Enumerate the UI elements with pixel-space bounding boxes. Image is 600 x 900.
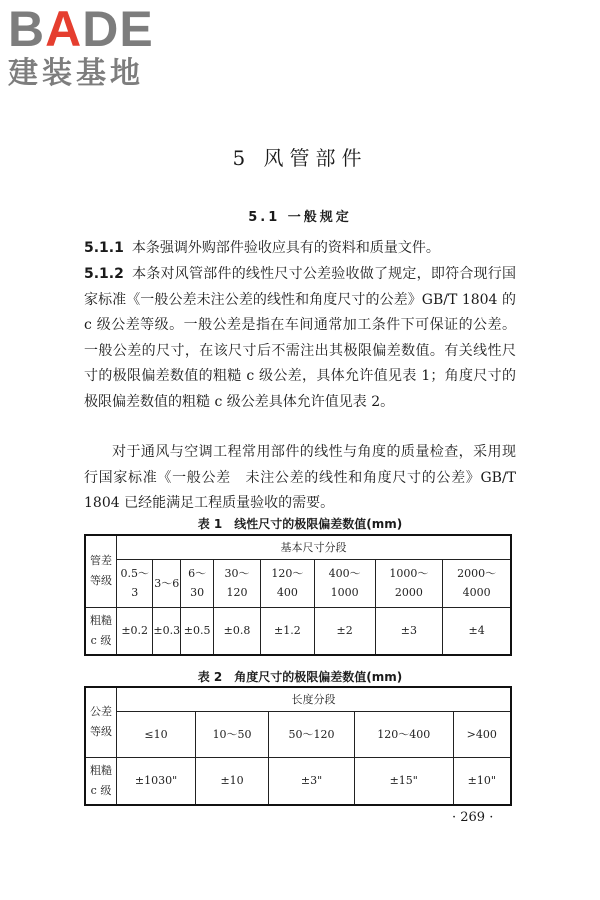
range-cell: 50～120	[269, 711, 355, 757]
range-cell: 120～400	[260, 559, 314, 607]
value-cell: ±0.8	[214, 607, 261, 655]
range-cell: 1000～2000	[375, 559, 443, 607]
table1-range-row	[85, 559, 511, 607]
range-cell: 30～120	[214, 559, 261, 607]
table2-stub-header: 公差等级	[85, 687, 117, 757]
angular-tolerance-table	[84, 686, 512, 806]
value-cell: ±3	[375, 607, 443, 655]
table1-value-row	[85, 607, 511, 655]
paragraph-commentary: 对于通风与空调工程常用部件的线性与角度的质量检查，采用现行国家标准《一般公差 未注公差的线性和角度尺寸的公差》GB/T 1804 已经能满足工程质量验收的需要。	[84, 444, 516, 511]
table1-row-label: 粗糙 c 级	[85, 607, 117, 655]
range-cell: ≤10	[117, 711, 196, 757]
table2-caption: 表 2 角度尺寸的极限偏差数值(mm)	[197, 670, 403, 684]
table1-group-header: 基本尺寸分段	[117, 535, 512, 559]
value-cell: ±1030"	[117, 757, 196, 805]
clause-number: 5.1.2	[84, 266, 124, 282]
chapter-title: 5 风管部件	[232, 146, 368, 170]
range-cell: 6～30	[181, 559, 214, 607]
value-cell: ±3"	[269, 757, 355, 805]
range-cell: 3～6	[153, 559, 181, 607]
paragraph-text: 本条强调外购部件验收应具有的资料和质量文件。	[131, 240, 440, 256]
logo-accent-letter: A	[45, 1, 83, 57]
section-title: 5.1 一般规定	[248, 210, 352, 225]
value-cell: ±0.3	[153, 607, 181, 655]
value-cell: ±0.5	[181, 607, 214, 655]
range-cell: 10～50	[196, 711, 269, 757]
linear-tolerance-table	[84, 534, 512, 656]
clause-number: 5.1.1	[84, 240, 124, 256]
paragraph-5-1-1	[84, 236, 516, 262]
value-cell: ±1.2	[260, 607, 314, 655]
logo-wordmark: BADE	[8, 1, 154, 57]
value-cell: ±2	[314, 607, 375, 655]
page-number: · 269 ·	[452, 810, 494, 825]
table2-row-label: 粗糙 c 级	[85, 757, 117, 805]
table2-range-row	[85, 711, 511, 757]
range-cell: 2000～4000	[443, 559, 511, 607]
logo-subtitle: 建装基地	[8, 56, 144, 91]
range-cell: 400～1000	[314, 559, 375, 607]
value-cell: ±10"	[453, 757, 511, 805]
range-cell: 0.5～3	[117, 559, 153, 607]
range-cell: >400	[453, 711, 511, 757]
value-cell: ±0.2	[117, 607, 153, 655]
table1-stub-header: 管差等级	[85, 535, 117, 607]
table1-caption: 表 1 线性尺寸的极限偏差数值(mm)	[197, 517, 403, 531]
paragraph-text: 本条对风管部件的线性尺寸公差验收做了规定，即符合现行国家标准《一般公差未注公差的线性和角度尺寸的公差》GB/T 1804 的 c 级公差等级。一般公差是指在车间通常加工条件下可保证的公差。一般公差的尺寸，在该尺寸后不需注出其极限偏差数值。有关线性尺寸的极限偏差数值的粗糙 c 级公差，具体允许值见表 1；角度尺寸的极限偏差数值的粗糙 c 级公差具体允许值见表 2。	[84, 266, 516, 410]
value-cell: ±4	[443, 607, 511, 655]
value-cell: ±10	[196, 757, 269, 805]
value-cell: ±15"	[354, 757, 453, 805]
range-cell: 120～400	[354, 711, 453, 757]
logo	[8, 1, 178, 92]
table2-group-header: 长度分段	[117, 687, 512, 711]
paragraph-5-1-2	[84, 262, 516, 415]
table2-value-row	[85, 757, 511, 805]
